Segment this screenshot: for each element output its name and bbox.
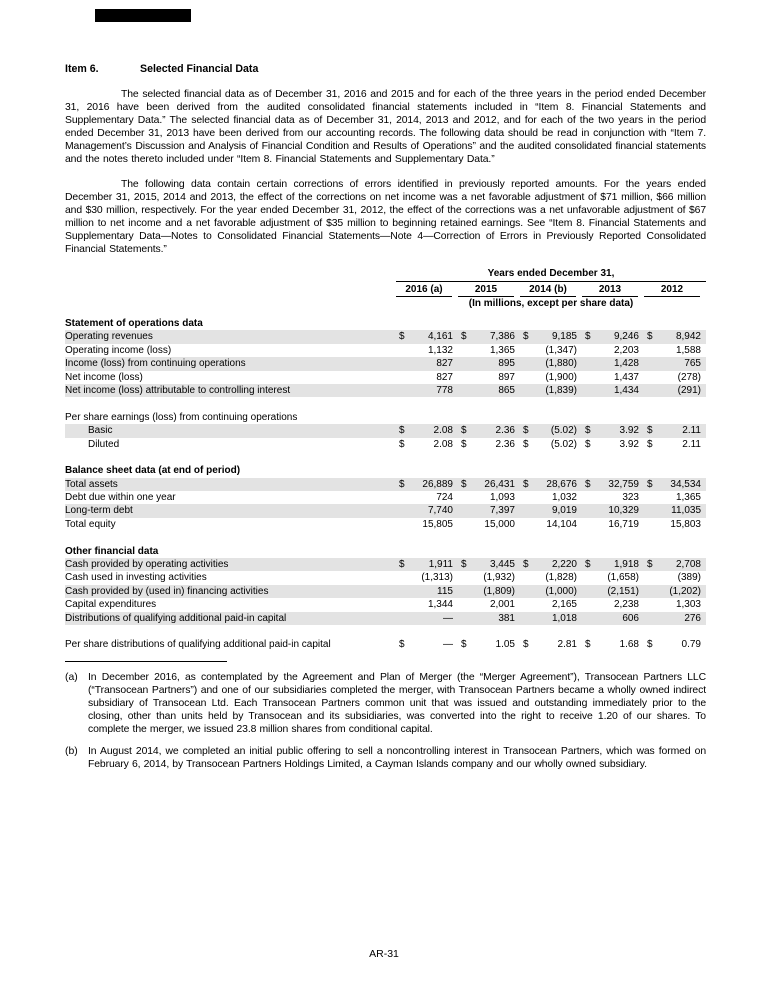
- row-label: Basic: [88, 425, 113, 437]
- dollar-sign: $: [399, 438, 405, 450]
- dollar-sign: $: [585, 331, 591, 343]
- cell-value: 2,708: [675, 559, 701, 571]
- top-black-bar: [95, 9, 191, 22]
- cell-value: 2.36: [495, 438, 515, 450]
- row-label: Long-term debt: [65, 505, 133, 517]
- cell-value: (389): [677, 572, 701, 584]
- section-header-row: [65, 317, 706, 330]
- dollar-sign: $: [585, 478, 591, 490]
- dollar-sign: $: [523, 639, 529, 651]
- dollar-sign: $: [523, 438, 529, 450]
- dollar-sign: $: [523, 425, 529, 437]
- cell-value: 2,165: [551, 599, 577, 611]
- dollar-sign: $: [647, 331, 653, 343]
- cell-value: 1,365: [675, 492, 701, 504]
- dollar-sign: $: [461, 639, 467, 651]
- cell-value: (5.02): [550, 438, 577, 450]
- cell-value: (1,658): [607, 572, 639, 584]
- row-label: Debt due within one year: [65, 492, 176, 504]
- table-row: [65, 518, 706, 531]
- footnote-marker: (b): [65, 745, 78, 757]
- footnote-text: In December 2016, as contemplated by the Agreement and Plan of Merger (the “Merger Agreement”), Transocean Partners LLC (“Transocean Partners”) and one of our subsidiaries completed the merger, with Transocean Partners became a wholly owned indirect subsidiary of Transocean Ltd. Each Transocean Partners common unit that was issued and outstanding immediately prior to the closing, other than units held by Transocean and its subsidiaries, was converted into the right to receive 1.20 of our shares. To complete the merger, we issued 23.8 million shares from conditional capital.: [88, 671, 706, 735]
- cell-value: 1,428: [613, 358, 639, 370]
- page-number: AR-31: [369, 948, 399, 960]
- row-label: Net income (loss): [65, 371, 143, 383]
- cell-value: 724: [436, 492, 453, 504]
- dollar-sign: $: [523, 478, 529, 490]
- cell-value: 7,397: [489, 505, 515, 517]
- table-header: [65, 268, 706, 310]
- cell-value: —: [443, 612, 453, 624]
- dollar-sign: $: [647, 478, 653, 490]
- cell-value: 10,329: [608, 505, 639, 517]
- cell-value: 15,803: [670, 518, 701, 530]
- table-row: [65, 638, 706, 651]
- cell-value: 28,676: [546, 478, 577, 490]
- table-row: [65, 598, 706, 611]
- row-label: Cash provided by operating activities: [65, 559, 229, 571]
- item-number: Item 6.: [65, 63, 99, 75]
- footnote-divider: [65, 661, 227, 662]
- cell-value: 1,911: [428, 559, 453, 571]
- cell-value: 1,918: [613, 559, 639, 571]
- cell-value: 276: [684, 612, 701, 624]
- dollar-sign: $: [585, 425, 591, 437]
- cell-value: (1,347): [545, 344, 577, 356]
- section-header-row: [65, 464, 706, 477]
- table-row: [65, 558, 706, 571]
- cell-value: 606: [622, 612, 639, 624]
- cell-value: (1,880): [545, 358, 577, 370]
- cell-value: (1,932): [483, 572, 515, 584]
- dollar-sign: $: [523, 559, 529, 571]
- intro-paragraph-1: The selected financial data as of December 31, 2016 and 2015 and for each of the three years in the period ended December 31, 2016 have been derived from the audited consolidated financial statements included in “Item 8. Financial Statements and Supplementary Data.” The selected financial data as of December 31, 2014, 2013 and 2012, and for each of the two years in the period ended December 31, 2013 have been derived from our accounting records. The following data should be read in conjunction with “Item 7. Management’s Discussion and Analysis of Financial Condition and Results of Operations” and the audited consolidated financial statements and the notes thereto included under “Item 8. Financial Statements and Supplementary Data.”: [65, 89, 706, 165]
- cell-value: 2.08: [433, 438, 453, 450]
- table-units-note: (In millions, except per share data): [468, 298, 634, 309]
- cell-value: 26,889: [422, 478, 453, 490]
- cell-value: 32,759: [608, 478, 639, 490]
- cell-value: 34,534: [670, 478, 701, 490]
- table-year-columns: [396, 284, 706, 297]
- cell-value: (1,202): [669, 585, 701, 597]
- cell-value: 2.11: [682, 425, 701, 437]
- cell-value: (1,900): [545, 371, 577, 383]
- dollar-sign: $: [399, 478, 405, 490]
- column-header-2014: 2014 (b): [520, 284, 576, 297]
- dollar-sign: $: [461, 559, 467, 571]
- table-row: [65, 438, 706, 451]
- section-label: Balance sheet data (at end of period): [65, 465, 241, 477]
- cell-value: 765: [684, 358, 701, 370]
- dollar-sign: $: [399, 559, 405, 571]
- cell-value: 3.92: [619, 438, 639, 450]
- footnote-marker: (a): [65, 671, 78, 683]
- cell-value: 7,740: [427, 505, 453, 517]
- cell-value: 1,093: [489, 492, 515, 504]
- cell-value: 778: [436, 384, 453, 396]
- cell-value: (1,313): [421, 572, 453, 584]
- cell-value: 8,942: [675, 331, 701, 343]
- row-label: Total equity: [65, 518, 116, 530]
- dollar-sign: $: [399, 425, 405, 437]
- spacer-row: [65, 625, 706, 638]
- cell-value: 1,437: [613, 371, 639, 383]
- cell-value: 2.11: [682, 438, 701, 450]
- cell-value: 827: [436, 358, 453, 370]
- cell-value: 1.05: [495, 639, 515, 651]
- subheader-label: Per share earnings (loss) from continuing operations: [65, 411, 298, 423]
- cell-value: (1,000): [545, 585, 577, 597]
- cell-value: 895: [498, 358, 515, 370]
- cell-value: 15,805: [422, 518, 453, 530]
- section-label: Other financial data: [65, 545, 159, 557]
- cell-value: 9,185: [551, 331, 577, 343]
- cell-value: 1,018: [551, 612, 577, 624]
- table-row: [65, 491, 706, 504]
- row-label: Distributions of qualifying additional paid-in capital: [65, 612, 287, 624]
- cell-value: 1,132: [427, 344, 453, 356]
- cell-value: 897: [498, 371, 515, 383]
- dollar-sign: $: [399, 639, 405, 651]
- row-label: Cash provided by (used in) financing activities: [65, 585, 269, 597]
- cell-value: 15,000: [484, 518, 515, 530]
- cell-value: (1,809): [483, 585, 515, 597]
- footnote-a: [65, 671, 706, 736]
- row-label: Income (loss) from continuing operations: [65, 358, 246, 370]
- cell-value: (278): [677, 371, 701, 383]
- cell-value: 3,445: [489, 559, 515, 571]
- subheader-row: [65, 411, 706, 424]
- page-content: [65, 62, 706, 771]
- cell-value: 2.36: [495, 425, 515, 437]
- cell-value: 11,035: [671, 505, 701, 517]
- cell-value: 2.81: [557, 639, 577, 651]
- cell-value: 9,246: [613, 331, 639, 343]
- dollar-sign: $: [461, 438, 467, 450]
- dollar-sign: $: [461, 478, 467, 490]
- dollar-sign: $: [647, 559, 653, 571]
- dollar-sign: $: [647, 438, 653, 450]
- table-row: [65, 612, 706, 625]
- dollar-sign: $: [647, 639, 653, 651]
- column-header-2016: 2016 (a): [396, 284, 452, 297]
- cell-value: 0.79: [681, 639, 701, 651]
- row-label: Cash used in investing activities: [65, 572, 207, 584]
- dollar-sign: $: [585, 559, 591, 571]
- cell-value: 4,161: [427, 331, 453, 343]
- cell-value: —: [443, 639, 453, 651]
- cell-value: 2,203: [613, 344, 639, 356]
- dollar-sign: $: [585, 639, 591, 651]
- footnote-b: [65, 745, 706, 771]
- selected-financial-data-table: [65, 268, 706, 652]
- dollar-sign: $: [585, 438, 591, 450]
- row-label: Total assets: [65, 478, 118, 490]
- row-label: Per share distributions of qualifying additional paid-in capital: [65, 639, 331, 651]
- section-heading: [65, 62, 706, 76]
- cell-value: 2.08: [433, 425, 453, 437]
- dollar-sign: $: [461, 331, 467, 343]
- cell-value: 1,032: [551, 492, 577, 504]
- cell-value: 2,220: [551, 559, 577, 571]
- dollar-sign: $: [461, 425, 467, 437]
- spacer-row: [65, 531, 706, 544]
- table-row: [65, 344, 706, 357]
- row-label: Operating revenues: [65, 331, 153, 343]
- table-row: [65, 424, 706, 437]
- table-row: [65, 571, 706, 584]
- row-label: Diluted: [88, 438, 120, 450]
- dollar-sign: $: [523, 331, 529, 343]
- table-row: [65, 357, 706, 370]
- footnote-text: In August 2014, we completed an initial public offering to sell a noncontrolling interest in Transocean Partners, which was formed on February 6, 2014, by Transocean Partners Holdings Limited, a Cayman Islands company and our wholly owned subsidiary.: [88, 745, 706, 770]
- cell-value: 323: [622, 492, 639, 504]
- table-row: [65, 384, 706, 397]
- cell-value: 1.68: [619, 639, 639, 651]
- cell-value: 3.92: [619, 425, 639, 437]
- cell-value: 1,344: [427, 599, 453, 611]
- row-label: Operating income (loss): [65, 344, 172, 356]
- column-header-2015: 2015: [458, 284, 514, 297]
- cell-value: 9,019: [551, 505, 577, 517]
- table-row: [65, 371, 706, 384]
- column-header-2012: 2012: [644, 284, 700, 297]
- cell-value: (2,151): [607, 585, 639, 597]
- cell-value: 827: [436, 371, 453, 383]
- cell-value: 14,104: [546, 518, 577, 530]
- section-header-row: [65, 545, 706, 558]
- cell-value: 115: [437, 585, 453, 597]
- table-row: [65, 585, 706, 598]
- spacer-row: [65, 397, 706, 410]
- spacer-row: [65, 451, 706, 464]
- table-row: [65, 330, 706, 343]
- cell-value: (1,839): [545, 384, 577, 396]
- cell-value: 16,719: [608, 518, 639, 530]
- cell-value: 1,303: [675, 599, 701, 611]
- table-body: [65, 317, 706, 652]
- cell-value: 26,431: [484, 478, 515, 490]
- row-label: Net income (loss) attributable to controlling interest: [65, 384, 291, 396]
- cell-value: (291): [677, 384, 701, 396]
- cell-value: 2,001: [489, 599, 515, 611]
- intro-paragraph-2: The following data contain certain corrections of errors identified in previously reported amounts. For the years ended December 31, 2015, 2014 and 2013, the effect of the corrections on net income was a net favorable adjustment of $71 million, $66 million and $30 million, respectively. For the year ended December 31, 2012, the effect of the corrections was a net unfavorable adjustment of $67 million to net income and a net favorable adjustment of $35 million to beginning retained earnings. See “Item 8. Financial Statements and Supplementary Data—Notes to Consolidated Financial Statements—Note 4—Correction of Errors in Previously Reported Consolidated Financial Statements.”: [65, 179, 706, 255]
- cell-value: (1,828): [545, 572, 577, 584]
- table-row: [65, 478, 706, 491]
- cell-value: (5.02): [550, 425, 577, 437]
- column-header-2013: 2013: [582, 284, 638, 297]
- cell-value: 7,386: [489, 331, 515, 343]
- section-label: Statement of operations data: [65, 318, 203, 329]
- cell-value: 1,365: [489, 344, 515, 356]
- cell-value: 865: [498, 384, 515, 396]
- dollar-sign: $: [647, 425, 653, 437]
- cell-value: 1,588: [675, 344, 701, 356]
- cell-value: 381: [498, 612, 515, 624]
- row-label: Capital expenditures: [65, 599, 157, 611]
- page-title: Selected Financial Data: [140, 63, 259, 75]
- cell-value: 1,434: [613, 384, 639, 396]
- table-header-years: Years ended December 31,: [396, 268, 706, 282]
- table-row: [65, 504, 706, 517]
- cell-value: 2,238: [613, 599, 639, 611]
- dollar-sign: $: [399, 331, 405, 343]
